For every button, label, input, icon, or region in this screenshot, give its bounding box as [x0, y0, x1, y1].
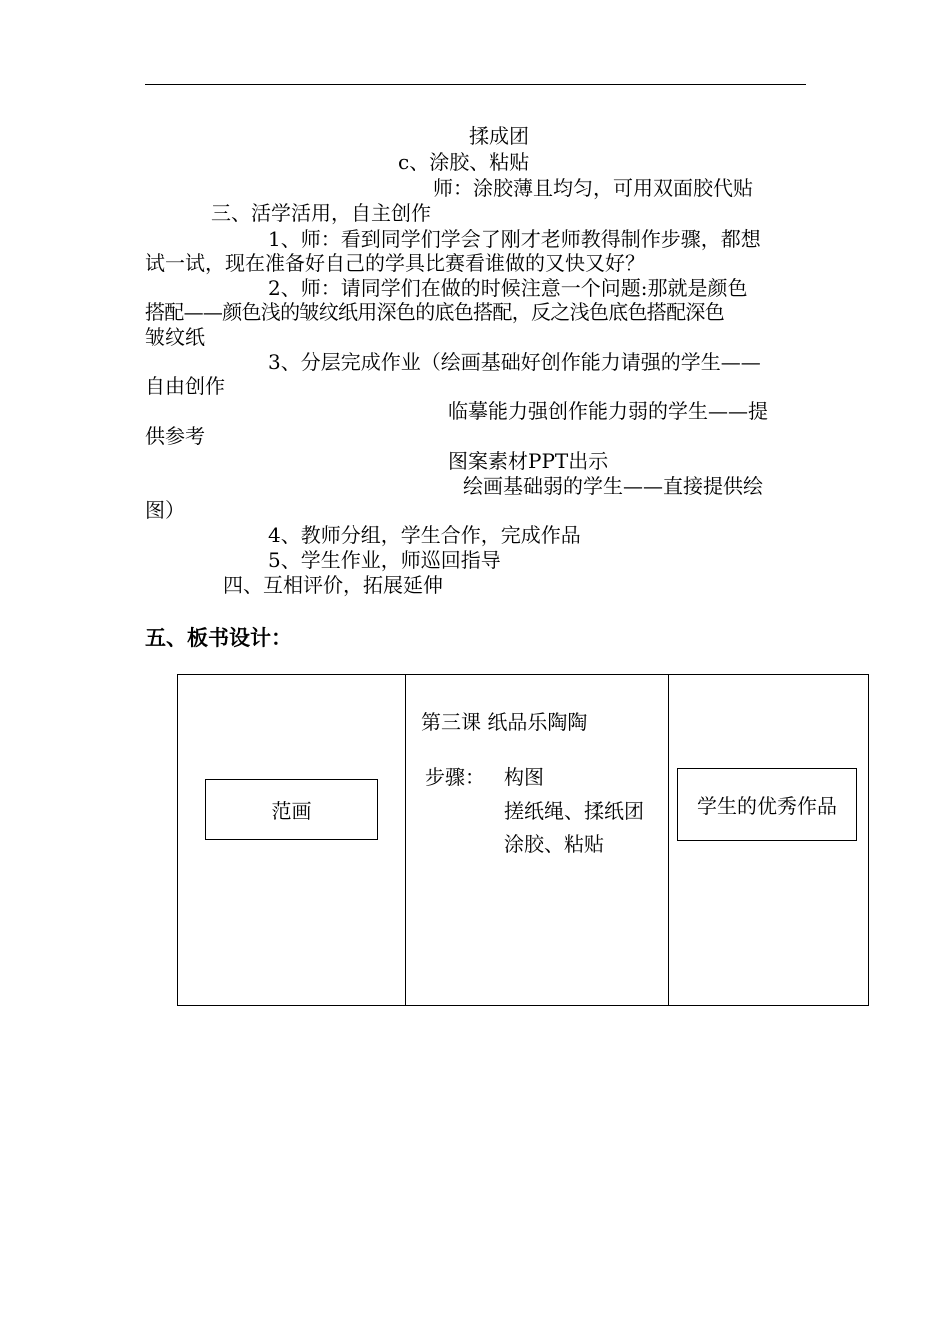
header-rule	[145, 84, 806, 85]
text-line: 三、活学活用，自主创作	[211, 201, 431, 225]
text-line: 搭配——颜色浅的皱纹纸用深色的底色搭配，反之浅色底色搭配深色	[145, 300, 724, 324]
text-line: 师：涂胶薄且均匀，可用双面胶代贴	[433, 176, 753, 200]
text-line: 绘画基础弱的学生——直接提供绘	[463, 474, 763, 498]
text-line: 揉成团	[469, 124, 529, 148]
sample-drawing-box	[205, 779, 378, 840]
column-divider	[668, 675, 669, 1005]
lesson-title: 第三课 纸品乐陶陶	[421, 710, 588, 734]
text-line: 4、教师分组，学生合作，完成作品	[268, 523, 581, 547]
text-line: 临摹能力强创作能力弱的学生——提	[448, 399, 768, 423]
excellent-works-box	[677, 768, 857, 841]
text-line: 1、师：看到同学们学会了刚才老师教得制作步骤，都想	[268, 227, 761, 251]
text-line: 图案素材PPT出示	[448, 449, 609, 473]
step-item: 构图	[504, 765, 544, 789]
step-item: 搓纸绳、揉纸团	[504, 799, 644, 823]
sample-drawing-label: 范画	[271, 799, 312, 823]
blackboard-design-table	[177, 674, 869, 1006]
text-line: 2、师：请同学们在做的时候注意一个问题:那就是颜色	[268, 276, 748, 300]
section-heading: 五、板书设计：	[145, 626, 292, 650]
text-line: 3、分层完成作业（绘画基础好创作能力请强的学生——	[268, 350, 761, 374]
text-line: 5、学生作业，师巡回指导	[268, 548, 501, 572]
text-line: 试一试，现在准备好自己的学具比赛看谁做的又快又好？	[145, 251, 645, 275]
column-divider	[405, 675, 406, 1005]
steps-label: 步骤：	[425, 765, 485, 789]
excellent-works-label: 学生的优秀作品	[697, 794, 837, 818]
step-item: 涂胶、粘贴	[504, 832, 604, 856]
text-line: 皱纹纸	[145, 325, 205, 349]
text-line: 供参考	[145, 424, 205, 448]
text-line: 自由创作	[145, 374, 225, 398]
text-line: 图）	[145, 498, 185, 522]
text-line: c、涂胶、粘贴	[398, 150, 530, 174]
text-line: 四、互相评价，拓展延伸	[223, 573, 443, 597]
